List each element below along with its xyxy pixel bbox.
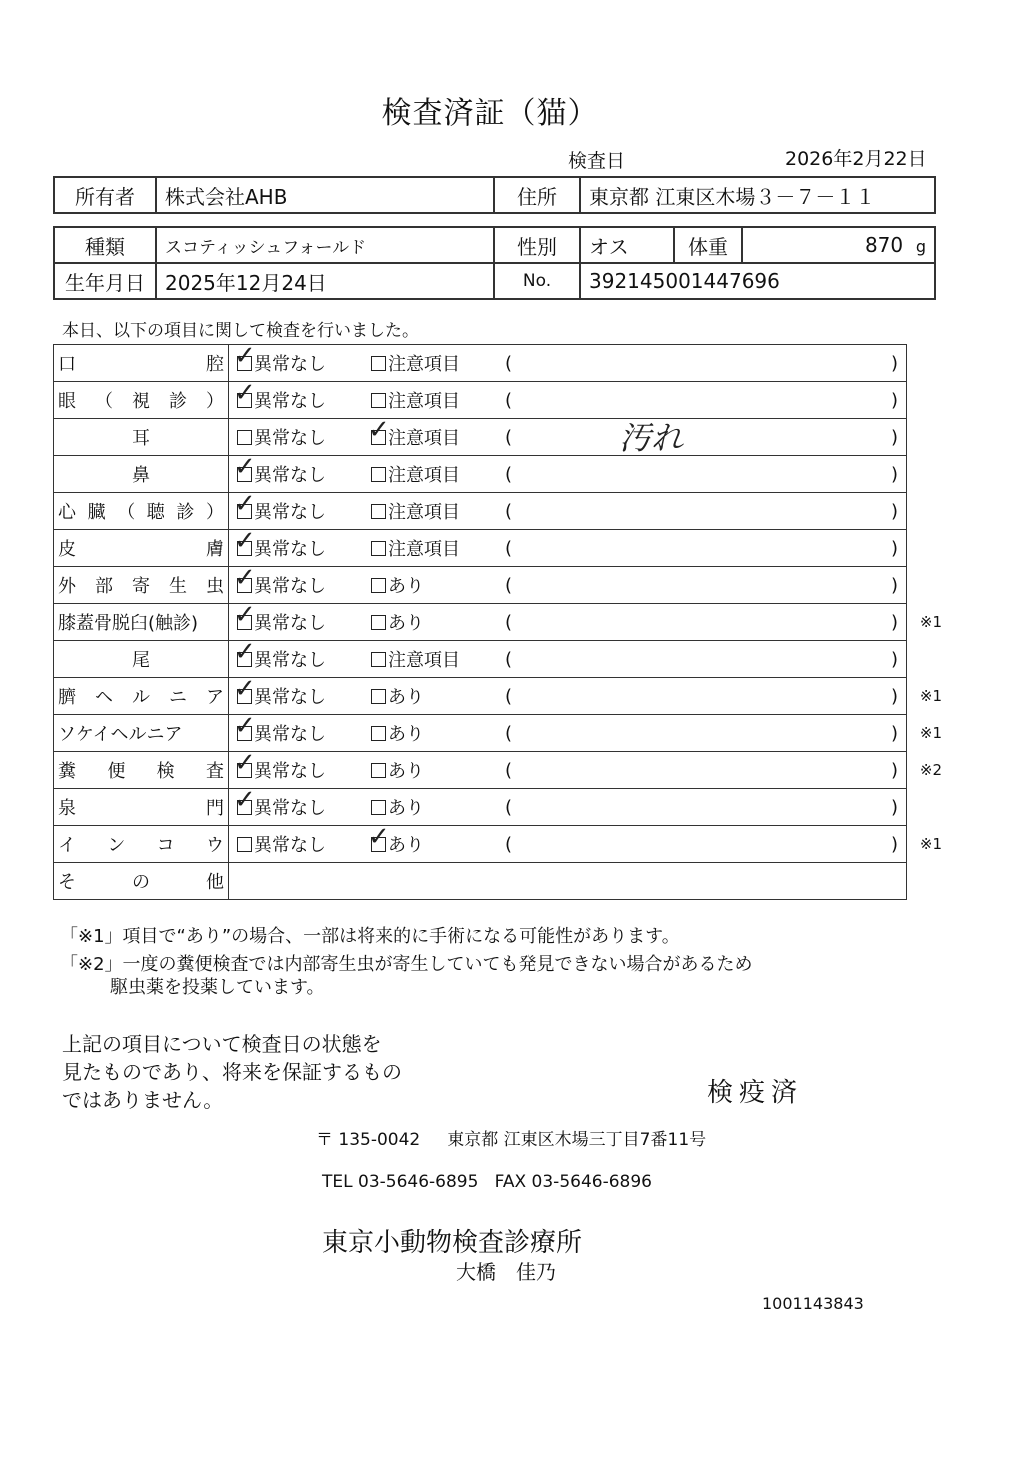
exam-row	[54, 345, 907, 382]
exam-row	[54, 419, 907, 456]
clinic-address-line	[316, 1125, 706, 1150]
check-mark: ✓	[234, 747, 256, 778]
exam-item-char: 眼	[58, 391, 76, 412]
owner-table	[53, 176, 936, 214]
check-mark: ✓	[234, 710, 256, 741]
paren-close: )	[890, 574, 898, 596]
normal-label: 異常なし	[254, 761, 326, 782]
other-label-char: そ	[58, 872, 76, 893]
normal-option[interactable]	[234, 747, 326, 783]
checkbox[interactable]	[234, 747, 256, 778]
exam-options-cell	[229, 784, 907, 826]
checkbox[interactable]	[371, 800, 386, 815]
exam-item-name: 耳	[132, 428, 150, 449]
normal-label: 異常なし	[254, 428, 326, 449]
exam-row-other	[54, 863, 907, 900]
paren-open: (	[505, 389, 513, 411]
exam-date-label: 検査日	[568, 150, 626, 172]
sex-value: オス	[580, 227, 674, 263]
abnormal-label: あり	[388, 613, 424, 634]
exam-item-cell	[54, 678, 229, 715]
postal-code: 〒 135-0042	[316, 1130, 421, 1150]
checkbox[interactable]	[234, 451, 256, 482]
exam-options-cell	[229, 414, 907, 457]
normal-label: 異常なし	[254, 502, 326, 523]
normal-option[interactable]	[234, 340, 326, 376]
disclaimer-line-3: ではありません。	[62, 1088, 224, 1112]
exam-options-cell	[229, 340, 907, 382]
paren-open: (	[505, 574, 513, 596]
footnote-2a: 「※2」一度の糞便検査では内部寄生虫が寄生していても発見できない場合があるため	[60, 954, 753, 975]
checkbox[interactable]	[234, 562, 256, 593]
exam-item-cell	[54, 789, 229, 826]
checkbox[interactable]	[234, 488, 256, 519]
exam-item-cell	[54, 604, 229, 641]
exam-item-cell	[54, 456, 229, 493]
check-mark: ✓	[234, 377, 256, 408]
paren-open: (	[505, 611, 513, 633]
exam-item-char: 門	[206, 798, 224, 819]
normal-label: 異常なし	[254, 687, 326, 708]
normal-option[interactable]	[234, 562, 326, 598]
checkbox[interactable]	[371, 393, 386, 408]
paren-close: )	[890, 648, 898, 670]
exam-options-cell	[229, 451, 907, 493]
abnormal-option[interactable]	[368, 821, 424, 857]
exam-item-cell	[54, 826, 229, 863]
normal-label: 異常なし	[254, 354, 326, 375]
normal-option[interactable]	[234, 710, 326, 746]
checkbox[interactable]	[237, 837, 252, 852]
abnormal-option[interactable]	[371, 646, 460, 672]
exam-row	[54, 678, 907, 715]
exam-item-char: 腔	[206, 354, 224, 375]
exam-item-cell	[54, 863, 229, 900]
checkbox[interactable]	[234, 525, 256, 556]
paren-close: )	[890, 463, 898, 485]
exam-item-char: ヘ	[95, 687, 113, 708]
checkbox[interactable]	[234, 340, 256, 371]
normal-label: 異常なし	[254, 724, 326, 745]
exam-row	[54, 752, 907, 789]
abnormal-option[interactable]	[371, 498, 460, 524]
exam-item-char: 査	[205, 761, 224, 782]
normal-option[interactable]	[234, 784, 326, 820]
intro-text: 本日、以下の項目に関して検査を行いました。	[62, 321, 419, 341]
paren-close: )	[890, 426, 898, 448]
serial-number: 1001143843	[762, 1294, 864, 1313]
owner-value: 株式会社AHB	[156, 177, 494, 213]
abnormal-label: 注意項目	[388, 354, 460, 375]
exam-options-cell	[229, 710, 942, 752]
abnormal-option[interactable]	[371, 350, 460, 376]
paren-open: (	[505, 537, 513, 559]
exam-table	[53, 340, 942, 900]
exam-item-char: 寄	[132, 576, 150, 597]
abnormal-label: 注意項目	[388, 391, 460, 412]
exam-note: ※1	[919, 687, 942, 705]
checkbox[interactable]	[234, 599, 256, 630]
abnormal-label: あり	[388, 687, 424, 708]
weight-unit: g	[915, 237, 926, 256]
exam-item-cell	[54, 530, 229, 567]
exam-row	[54, 789, 907, 826]
exam-item-name	[58, 831, 224, 857]
exam-item-char: ル	[132, 687, 150, 708]
exam-item-name: 膝蓋骨脱臼(触診)	[58, 613, 199, 634]
exam-item-cell	[54, 752, 229, 789]
normal-label: 異常なし	[254, 576, 326, 597]
exam-item-cell	[54, 641, 229, 678]
paren-close: )	[890, 759, 898, 781]
fax: FAX 03-5646-6896	[494, 1172, 652, 1192]
check-mark: ✓	[368, 821, 390, 852]
check-mark: ✓	[234, 673, 256, 704]
checkbox[interactable]	[368, 414, 390, 445]
paren-close: )	[890, 796, 898, 818]
checkbox[interactable]	[371, 652, 386, 667]
checkbox[interactable]	[234, 673, 256, 704]
exam-item-char: 虫	[206, 576, 224, 597]
inspector-name: 大橋 佳乃	[456, 1260, 556, 1284]
exam-item-char: 検	[156, 761, 175, 782]
exam-item-char: （	[95, 391, 113, 412]
checkbox[interactable]	[234, 377, 256, 408]
exam-options-cell	[229, 673, 942, 715]
exam-item-name	[58, 498, 224, 524]
address-label: 住所	[494, 177, 580, 213]
exam-item-cell	[54, 345, 229, 382]
exam-item-char: 泉	[58, 798, 76, 819]
paren-close: )	[890, 833, 898, 855]
animal-table	[53, 226, 936, 300]
checkbox[interactable]	[371, 615, 386, 630]
exam-item-cell	[54, 493, 229, 530]
paren-close: )	[890, 500, 898, 522]
check-mark: ✓	[234, 525, 256, 556]
exam-item-char: 外	[58, 576, 76, 597]
paren-open: (	[505, 833, 513, 855]
checkbox[interactable]	[371, 467, 386, 482]
check-mark: ✓	[234, 636, 256, 667]
check-mark: ✓	[234, 340, 256, 371]
birth-label: 生年月日	[54, 263, 156, 299]
checkbox[interactable]	[371, 763, 386, 778]
paren-open: (	[505, 352, 513, 374]
birth-value: 2025年12月24日	[156, 263, 494, 299]
abnormal-option[interactable]	[371, 461, 460, 487]
owner-label: 所有者	[54, 177, 156, 213]
checkbox[interactable]	[371, 504, 386, 519]
abnormal-label: あり	[388, 835, 424, 856]
exam-item-name	[58, 387, 224, 413]
breed-value: スコティッシュフォールド	[156, 227, 494, 263]
check-mark: ✓	[234, 488, 256, 519]
exam-row	[54, 567, 907, 604]
exam-item-name	[58, 572, 224, 598]
abnormal-option[interactable]	[371, 794, 424, 820]
exam-row	[54, 456, 907, 493]
exam-item-char: ウ	[205, 835, 224, 856]
paren-close: )	[890, 352, 898, 374]
exam-row	[54, 826, 907, 863]
exam-item-name	[58, 683, 224, 709]
exam-row	[54, 530, 907, 567]
other-label	[58, 868, 224, 894]
exam-note: ※2	[919, 761, 942, 779]
abnormal-label: 注意項目	[388, 428, 460, 449]
normal-label: 異常なし	[254, 613, 326, 634]
exam-row	[54, 382, 907, 419]
paren-close: )	[890, 389, 898, 411]
exam-item-name	[58, 350, 224, 376]
exam-options-cell	[229, 562, 907, 604]
exam-item-char: 聴	[146, 502, 165, 523]
check-mark: ✓	[234, 562, 256, 593]
other-label-char: 他	[206, 872, 224, 893]
paren-open: (	[505, 648, 513, 670]
paren-open: (	[505, 426, 513, 448]
abnormal-label: あり	[388, 724, 424, 745]
checkbox[interactable]	[371, 578, 386, 593]
weight-cell	[742, 227, 935, 263]
exam-item-name: 尾	[132, 650, 150, 671]
number-label: No.	[494, 263, 580, 299]
abnormal-option[interactable]	[371, 683, 424, 709]
weight-value: 870	[864, 233, 904, 257]
abnormal-option[interactable]	[368, 414, 460, 450]
other-value-cell[interactable]	[229, 863, 907, 900]
abnormal-label: あり	[388, 761, 424, 782]
sex-label: 性別	[494, 227, 580, 263]
exam-item-char: 視	[132, 391, 150, 412]
abnormal-option[interactable]	[371, 572, 424, 598]
paren-close: )	[890, 611, 898, 633]
exam-item-char: （	[117, 502, 136, 523]
abnormal-option[interactable]	[371, 387, 460, 413]
normal-label: 異常なし	[254, 465, 326, 486]
exam-item-char: 膚	[206, 539, 224, 560]
normal-option[interactable]	[234, 451, 326, 487]
abnormal-label: あり	[388, 576, 424, 597]
exam-item-cell	[54, 419, 229, 456]
checkbox[interactable]	[234, 636, 256, 667]
page-title: 検査済証（猫）	[381, 96, 599, 131]
paren-open: (	[505, 759, 513, 781]
normal-option[interactable]	[237, 424, 326, 450]
exam-item-name	[58, 794, 224, 820]
exam-item-char: ア	[206, 687, 224, 708]
check-mark: ✓	[234, 784, 256, 815]
abnormal-label: 注意項目	[388, 465, 460, 486]
exam-item-cell	[54, 382, 229, 419]
contact-line	[322, 1172, 652, 1192]
check-mark: ✓	[234, 599, 256, 630]
normal-option[interactable]	[237, 831, 326, 857]
paren-open: (	[505, 685, 513, 707]
abnormal-label: 注意項目	[388, 650, 460, 671]
checkbox[interactable]	[371, 541, 386, 556]
normal-option[interactable]	[234, 488, 326, 524]
abnormal-label: 注意項目	[388, 502, 460, 523]
checkbox[interactable]	[368, 821, 390, 852]
paren-open: (	[505, 463, 513, 485]
exam-note: ※1	[919, 835, 942, 853]
checkbox[interactable]	[371, 726, 386, 741]
check-mark: ✓	[368, 414, 390, 445]
abnormal-option[interactable]	[371, 720, 424, 746]
exam-item-char: 生	[169, 576, 187, 597]
exam-item-name	[58, 757, 224, 783]
exam-item-char: 臓	[87, 502, 106, 523]
abnormal-label: 注意項目	[388, 539, 460, 560]
exam-note: ※1	[919, 724, 942, 742]
normal-label: 異常なし	[254, 539, 326, 560]
paren-open: (	[505, 722, 513, 744]
checkbox[interactable]	[234, 710, 256, 741]
abnormal-option[interactable]	[371, 609, 424, 635]
quarantine-stamp: 検疫済	[707, 1078, 804, 1108]
exam-date: 2026年2月22日	[785, 148, 927, 170]
normal-option[interactable]	[234, 599, 326, 635]
exam-options-cell	[229, 525, 907, 567]
exam-options-cell	[229, 747, 942, 789]
exam-options-cell	[229, 377, 907, 419]
normal-label: 異常なし	[254, 650, 326, 671]
tel: TEL 03-5646-6895	[322, 1172, 479, 1192]
paren-close: )	[890, 722, 898, 744]
exam-item-name	[58, 535, 224, 561]
exam-row	[54, 604, 907, 641]
clinic-name: 東京小動物検査診療所	[322, 1228, 583, 1258]
paren-close: )	[890, 685, 898, 707]
breed-label: 種類	[54, 227, 156, 263]
exam-note: ※1	[919, 613, 942, 631]
exam-item-char: コ	[156, 835, 175, 856]
exam-item-name: 鼻	[132, 465, 150, 486]
normal-option[interactable]	[234, 377, 326, 413]
normal-option[interactable]	[234, 636, 326, 672]
abnormal-option[interactable]	[371, 757, 424, 783]
normal-option[interactable]	[234, 673, 326, 709]
exam-item-char: 皮	[58, 539, 76, 560]
normal-label: 異常なし	[254, 391, 326, 412]
disclaimer-line-2: 見たものであり、将来を保証するもの	[62, 1060, 402, 1084]
paren-open: (	[505, 500, 513, 522]
exam-item-char: 部	[95, 576, 113, 597]
exam-item-cell	[54, 715, 229, 752]
exam-options-cell	[229, 636, 907, 678]
exam-item-char: 診	[176, 502, 195, 523]
footnote-1: 「※1」項目で“あり”の場合、一部は将来的に手術になる可能性があります。	[60, 926, 680, 947]
exam-item-name: ソケイヘルニア	[58, 724, 183, 745]
address-value: 東京都 江東区木場３－７－１１	[580, 177, 935, 213]
paren-close: )	[890, 537, 898, 559]
other-label-char: の	[132, 872, 150, 893]
exam-item-char: ）	[205, 502, 224, 523]
weight-label: 体重	[674, 227, 742, 263]
exam-item-char: ニ	[169, 687, 187, 708]
number-value: 392145001447696	[580, 263, 935, 299]
normal-label: 異常なし	[254, 798, 326, 819]
checkbox[interactable]	[371, 356, 386, 371]
exam-options-cell	[229, 599, 942, 641]
exam-row	[54, 641, 907, 678]
exam-item-char: ）	[206, 391, 224, 412]
checkbox[interactable]	[371, 689, 386, 704]
checkbox[interactable]	[234, 784, 256, 815]
disclaimer	[62, 1030, 402, 1114]
exam-item-char: ン	[107, 835, 126, 856]
check-mark: ✓	[234, 451, 256, 482]
exam-item-char: 口	[58, 354, 76, 375]
exam-item-cell	[54, 567, 229, 604]
disclaimer-line-1: 上記の項目について検査日の状態を	[62, 1032, 382, 1056]
exam-comment: 汚れ	[619, 419, 684, 457]
clinic-address: 東京都 江東区木場三丁目7番11号	[447, 1130, 707, 1150]
normal-label: 異常なし	[254, 835, 326, 856]
exam-item-char: 心	[58, 502, 76, 523]
footnote-2b: 駆虫薬を投薬しています。	[110, 977, 325, 998]
normal-option[interactable]	[234, 525, 326, 561]
exam-options-cell	[229, 488, 907, 530]
exam-row	[54, 493, 907, 530]
exam-item-char: イ	[58, 835, 76, 856]
exam-options-cell	[229, 821, 942, 863]
exam-item-char: 診	[169, 391, 187, 412]
abnormal-option[interactable]	[371, 535, 460, 561]
paren-open: (	[505, 796, 513, 818]
exam-item-char: 糞	[58, 761, 76, 782]
exam-row	[54, 715, 907, 752]
exam-item-char: 臍	[58, 687, 76, 708]
abnormal-label: あり	[388, 798, 424, 819]
exam-item-char: 便	[107, 761, 126, 782]
checkbox[interactable]	[237, 430, 252, 445]
